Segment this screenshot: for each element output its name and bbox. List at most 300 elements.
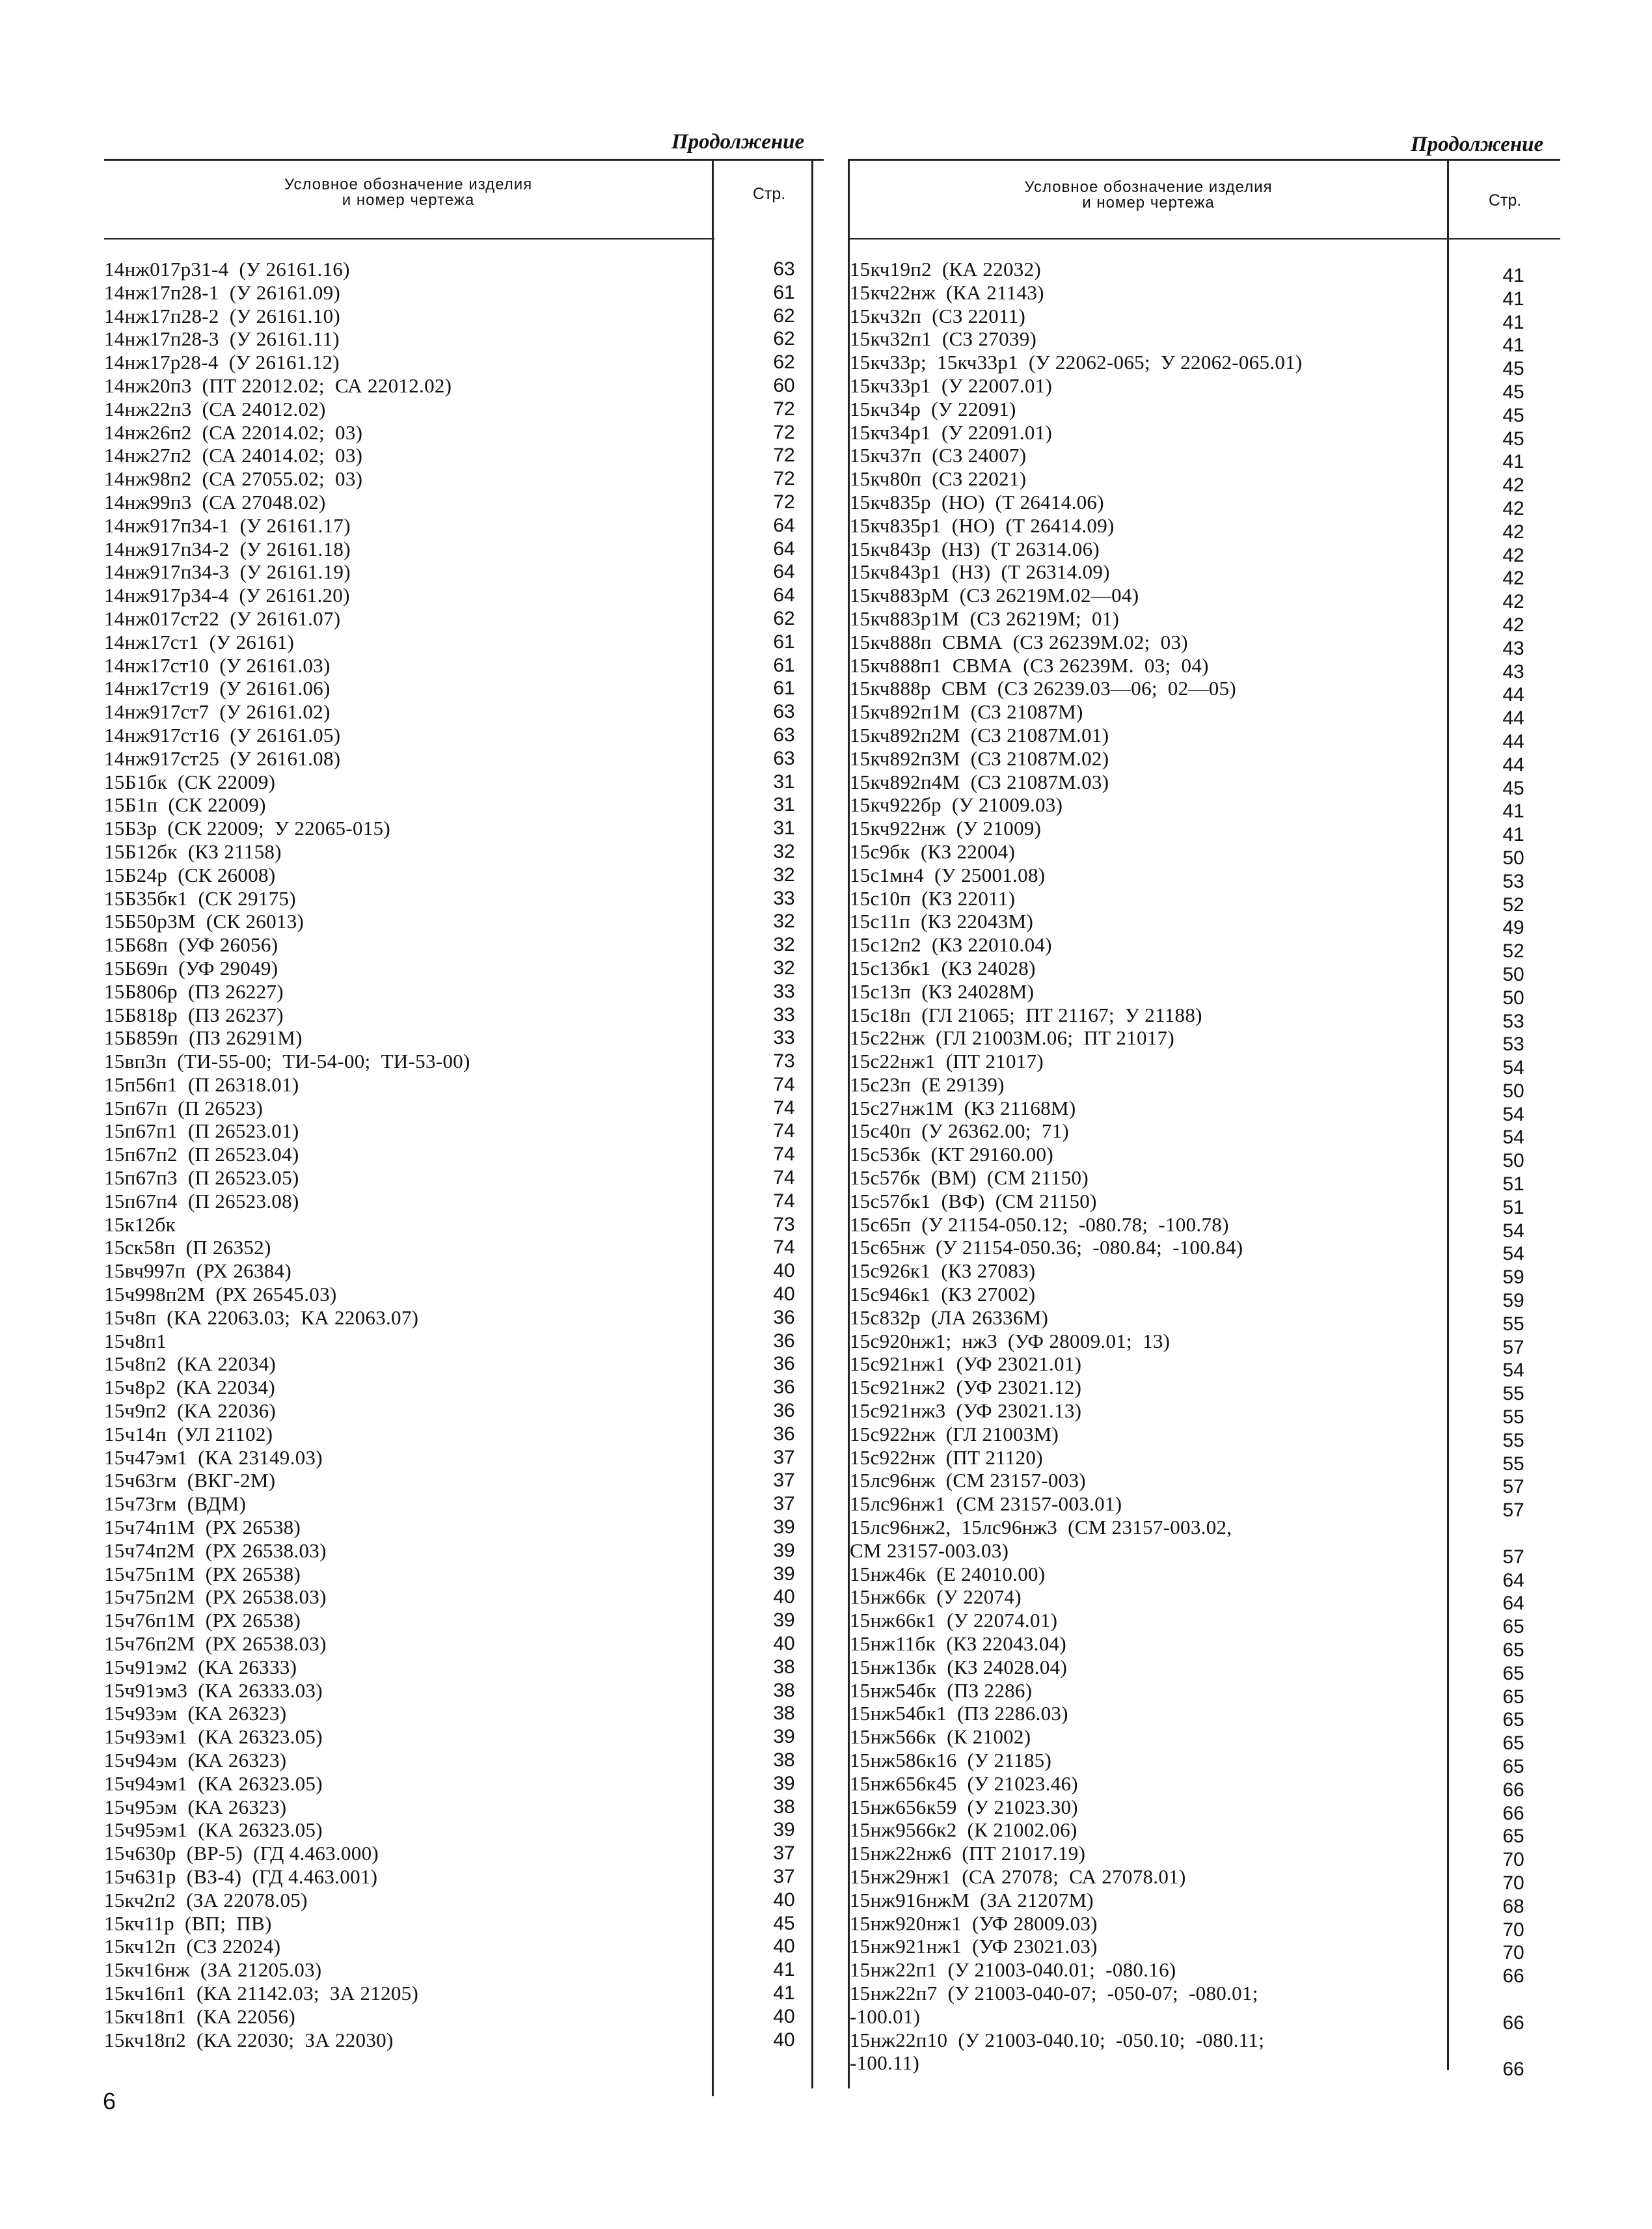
item-designation: 14нж917п34-1 (У 26161.17) (104, 513, 351, 537)
item-page: 61 (773, 631, 795, 653)
table-row (850, 513, 1560, 543)
item-designation: 15нж54бк (ПЗ 2286) (850, 1678, 1033, 1702)
item-page: 55 (1502, 1429, 1524, 1451)
table-row (850, 420, 1560, 450)
item-designation: 15ч8п1 (104, 1329, 167, 1352)
item-designation: 15кч33р; 15кч33р1 (У 22062-065; У 22062-065.01) (850, 351, 1303, 374)
item-designation: 15нж656к45 (У 21023.46) (850, 1771, 1078, 1795)
item-designation: 14нж20п3 (ПТ 22012.02; СА 22012.02) (104, 374, 452, 397)
item-designation: 15с926к1 (КЗ 27083) (850, 1259, 1036, 1283)
item-page: 50 (1502, 1150, 1524, 1172)
item-designation: 14нж917ст25 (У 26161.08) (104, 746, 341, 770)
table-row (850, 1678, 1560, 1708)
table-row (104, 1656, 824, 1679)
item-page: 64 (773, 514, 795, 536)
item-page: 42 (1502, 474, 1524, 497)
item-page: 52 (1502, 894, 1524, 916)
item-page: 41 (1502, 288, 1524, 310)
table-row (850, 1003, 1560, 1032)
item-designation: 15с9бк (КЗ 22004) (850, 840, 1016, 863)
item-designation: 15ч95эм (КА 26323) (104, 1795, 287, 1818)
item-designation: 14нж27п2 (СА 24014.02; 03) (104, 444, 363, 467)
table-row (850, 770, 1560, 799)
table-row (104, 327, 824, 351)
item-designation: 15нж54бк1 (ПЗ 2286.03) (850, 1702, 1068, 1725)
item-designation: 15п67п4 (П 26523.08) (104, 1189, 299, 1212)
item-designation: 15кч33р1 (У 22007.01) (850, 374, 1053, 397)
item-designation: 15ч94эм1 (КА 26323.05) (104, 1771, 323, 1795)
item-designation: 14нж917п34-2 (У 26161.18) (104, 537, 351, 560)
item-designation: 15кч37п (СЗ 24007) (850, 444, 1027, 467)
item-designation: 15ч73гм (ВДМ) (104, 1492, 247, 1516)
table-row (850, 1283, 1560, 1312)
item-designation: 14нж917п34-3 (У 26161.19) (104, 560, 351, 584)
item-designation: 15вп3п (ТИ-55-00; ТИ-54-00; ТИ-53-00) (104, 1050, 470, 1073)
table-row (850, 1492, 1560, 1522)
item-designation: 15кч883р1М (СЗ 26219М; 01) (850, 607, 1120, 630)
item-page: 32 (773, 864, 795, 886)
item-page: 55 (1502, 1383, 1524, 1405)
item-designation: 14нж17п28-1 (У 26161.09) (104, 280, 341, 304)
item-designation: 15нж22нж6 (ПТ 21017.19) (850, 1842, 1086, 1865)
item-designation: 15Б50р3М (СК 26013) (104, 910, 305, 933)
item-page: 73 (773, 1213, 795, 1235)
item-page: 70 (1502, 1919, 1524, 1941)
item-page: 40 (773, 1633, 795, 1655)
table-row (104, 1679, 824, 1703)
item-designation: 14нж17ст1 (У 26161) (104, 630, 295, 653)
table-row (850, 1236, 1560, 1265)
table-row (104, 584, 824, 607)
item-designation: 15ч630р (ВР-5) (ГД 4.463.000) (104, 1842, 379, 1865)
item-designation: 15ч75п1М (РХ 26538) (104, 1562, 301, 1585)
item-page: 54 (1502, 1057, 1524, 1079)
item-page: 39 (773, 1772, 795, 1794)
item-page: 41 (1502, 824, 1524, 846)
table-row (104, 398, 824, 421)
item-page: 31 (773, 771, 795, 793)
table-row (104, 2005, 824, 2029)
item-designation: 15кч892п2М (СЗ 21087М.01) (850, 723, 1109, 746)
item-designation: 14нж917ст16 (У 26161.05) (104, 723, 341, 746)
table-row (104, 1982, 824, 2005)
item-page: 74 (773, 1073, 795, 1095)
item-designation: 15кч12п (СЗ 22024) (104, 1935, 281, 1958)
item-designation: 14нж17ст10 (У 26161.03) (104, 653, 331, 677)
item-designation: 15п67п1 (П 26523.01) (104, 1119, 299, 1143)
item-page: 59 (1502, 1290, 1524, 1312)
item-page: 37 (773, 1446, 795, 1468)
table-row (104, 1283, 824, 1306)
table-row (850, 584, 1560, 613)
item-designation: 15к12бк (104, 1212, 176, 1236)
table-row (850, 1189, 1560, 1218)
table-row (850, 1842, 1560, 1871)
item-designation: 15Б35бк1 (СК 29175) (104, 886, 296, 910)
table-row (850, 1422, 1560, 1451)
table-row (850, 1306, 1560, 1335)
item-page: 43 (1502, 661, 1524, 683)
item-designation: 15нж22п10 (У 21003-040.10; -050.10; -080.11; -100.11) (850, 2028, 1265, 2075)
table-row (104, 724, 824, 747)
table-row (104, 2029, 824, 2052)
item-designation: 15с13п (КЗ 24028М) (850, 979, 1035, 1003)
table-row (104, 1399, 824, 1423)
table-row (104, 1213, 824, 1237)
table-row (104, 1563, 824, 1586)
table-row (104, 1236, 824, 1259)
item-page: 55 (1502, 1406, 1524, 1429)
table-row (104, 864, 824, 887)
table-row (850, 1166, 1560, 1196)
item-page: 65 (1502, 1686, 1524, 1708)
item-designation: 14нж917ст7 (У 26161.02) (104, 700, 331, 724)
item-designation: 15кч922бр (У 21009.03) (850, 793, 1063, 817)
item-designation: 15вч997п (РХ 26384) (104, 1259, 291, 1283)
item-page: 73 (773, 1050, 795, 1073)
item-page: 54 (1502, 1360, 1524, 1382)
item-page: 65 (1502, 1662, 1524, 1684)
item-page: 55 (1502, 1313, 1524, 1335)
table-row (850, 910, 1560, 939)
item-designation: 15ч94эм (КА 26323) (104, 1749, 287, 1771)
item-designation: 15нж13бк (КЗ 24028.04) (850, 1655, 1068, 1678)
item-page: 74 (773, 1120, 795, 1142)
item-page: 51 (1502, 1173, 1524, 1196)
item-page: 66 (1502, 1779, 1524, 1801)
item-page: 68 (1502, 1895, 1524, 1917)
right-table-header-rule (850, 238, 1560, 239)
item-page: 40 (773, 1935, 795, 1958)
table-row (104, 1259, 824, 1283)
item-designation: 15с12п2 (КЗ 22010.04) (850, 933, 1052, 957)
item-designation: 15ск58п (П 26352) (104, 1236, 271, 1259)
table-row (104, 910, 824, 933)
table-row (104, 1004, 824, 1027)
item-page: 61 (773, 281, 795, 303)
item-page: 38 (773, 1703, 795, 1725)
table-row (104, 1609, 824, 1632)
table-row (104, 421, 824, 444)
item-designation: 15с40п (У 26362.00; 71) (850, 1119, 1070, 1143)
item-page: 65 (1502, 1826, 1524, 1848)
table-row (104, 771, 824, 794)
item-designation: 15кч19п2 (КА 22032) (850, 258, 1041, 280)
item-designation: 15ч8р2 (КА 22034) (104, 1376, 275, 1399)
table-row (104, 1143, 824, 1166)
table-row (850, 1096, 1560, 1125)
item-designation: 15лс96нж2, 15лс96нж3 (СМ 23157-003.02, СМ 23157-003.03) (850, 1516, 1232, 1562)
item-page: 42 (1502, 591, 1524, 613)
item-page: 50 (1502, 1080, 1524, 1102)
table-row (850, 1329, 1560, 1358)
item-designation: 15п67п2 (П 26523.04) (104, 1143, 299, 1166)
item-page: 41 (1502, 265, 1524, 286)
item-page: 41 (773, 1959, 795, 1981)
table-row (850, 1073, 1560, 1102)
table-row (104, 491, 824, 514)
item-page: 45 (773, 1912, 795, 1934)
table-row (104, 374, 824, 398)
item-designation: 15с65нж (У 21154-050.36; -080.84; -100.84) (850, 1236, 1243, 1259)
item-page: 63 (773, 258, 795, 280)
table-row (104, 1492, 824, 1516)
item-designation: 15Б68п (УФ 26056) (104, 933, 278, 957)
item-page: 41 (773, 1982, 795, 2004)
item-page: 36 (773, 1353, 795, 1375)
item-page: 70 (1502, 1942, 1524, 1964)
item-page: 43 (1502, 637, 1524, 659)
item-designation: 15нж566к (К 21002) (850, 1725, 1031, 1749)
table-row (850, 700, 1560, 730)
item-designation: 15с922нж (ПТ 21120) (850, 1445, 1043, 1469)
item-designation: 15ч8п (КА 22063.03; КА 22063.07) (104, 1306, 419, 1329)
item-designation: 15кч888р СВМ (СЗ 26239.03—06; 02—05) (850, 677, 1237, 700)
item-page: 49 (1502, 917, 1524, 939)
item-designation: 15ч76п2М (РХ 26538.03) (104, 1632, 327, 1656)
item-page: 51 (1502, 1196, 1524, 1218)
item-page: 40 (773, 1283, 795, 1306)
item-designation: 15нж22п7 (У 21003-040-07; -050-07; -080.01; -100.01) (850, 1981, 1258, 2028)
item-page: 70 (1502, 1849, 1524, 1871)
item-designation: 15нж9566к2 (К 21002.06) (850, 1818, 1077, 1842)
table-row (104, 933, 824, 957)
table-row (850, 1935, 1560, 1964)
table-row (104, 1958, 824, 1982)
table-row (104, 677, 824, 700)
item-page: 38 (773, 1679, 795, 1701)
table-row (104, 887, 824, 910)
item-page: 74 (773, 1097, 795, 1119)
center-divider-a (811, 159, 813, 2088)
table-row (850, 1702, 1560, 1731)
item-page: 37 (773, 1493, 795, 1515)
table-row (104, 1376, 824, 1399)
item-designation: 15кч843р (НЗ) (Т 26314.06) (850, 537, 1100, 560)
item-designation: 15лс96нж (СМ 23157-003) (850, 1469, 1086, 1492)
table-row (104, 1889, 824, 1912)
table-row (104, 281, 824, 305)
table-row (850, 956, 1560, 985)
item-designation: 15ч93эм1 (КА 26323.05) (104, 1725, 323, 1749)
right-table (850, 159, 1560, 2081)
item-designation: 15с22нж (ГЛ 21003М.06; ПТ 21017) (850, 1026, 1174, 1050)
table-row (104, 1539, 824, 1563)
item-designation: 15нж586к16 (У 21185) (850, 1749, 1052, 1771)
item-page: 50 (1502, 847, 1524, 869)
right-header-designation: Условное обозначение изделия и номер чертежа (1024, 178, 1273, 212)
item-designation: 15с832р (ЛА 26336М) (850, 1306, 1049, 1329)
item-page: 63 (773, 747, 795, 769)
item-page: 39 (773, 1819, 795, 1841)
item-designation: 15Б24р (СК 26008) (104, 863, 276, 886)
item-designation: 15ч998п2М (РХ 26545.03) (104, 1283, 337, 1306)
left-table-header-rule (104, 238, 714, 239)
item-page: 52 (1502, 940, 1524, 963)
item-page: 57 (1502, 1499, 1524, 1522)
item-page: 54 (1502, 1220, 1524, 1242)
item-designation: 15кч32п1 (СЗ 27039) (850, 327, 1037, 351)
table-row (850, 1143, 1560, 1172)
item-designation: 15с1мн4 (У 25001.08) (850, 863, 1046, 886)
item-page: 65 (1502, 1639, 1524, 1661)
item-designation: 15нж920нж1 (УФ 28009.03) (850, 1911, 1098, 1935)
item-page: 65 (1502, 1732, 1524, 1755)
item-page: 32 (773, 910, 795, 933)
item-designation: 15кч11р (ВП; ПВ) (104, 1911, 272, 1935)
item-page: 53 (1502, 1010, 1524, 1032)
table-row (104, 1119, 824, 1143)
item-designation: 15с53бк (КТ 29160.00) (850, 1143, 1053, 1166)
table-row (850, 327, 1560, 357)
right-rows (850, 258, 1560, 2081)
item-page: 59 (1502, 1266, 1524, 1289)
item-page: 37 (773, 1842, 795, 1865)
table-row (850, 444, 1560, 473)
table-row (850, 1818, 1560, 1848)
item-designation: 15кч835р (НО) (Т 26414.06) (850, 490, 1104, 513)
item-page: 31 (773, 794, 795, 816)
table-row (104, 1585, 824, 1609)
table-row (850, 1212, 1560, 1242)
item-designation: 15с11п (КЗ 22043М) (850, 910, 1034, 933)
item-designation: 15ч14п (УЛ 21102) (104, 1422, 273, 1445)
item-designation: 14нж17п28-3 (У 26161.11) (104, 327, 340, 351)
table-row (850, 886, 1560, 916)
item-page: 38 (773, 1749, 795, 1771)
item-designation: 15с921нж1 (УФ 23021.01) (850, 1352, 1082, 1376)
item-page: 39 (773, 1726, 795, 1748)
item-page: 66 (1502, 1802, 1524, 1824)
item-page: 74 (773, 1143, 795, 1166)
item-designation: 14нж99п3 (СА 27048.02) (104, 490, 326, 513)
item-designation: 15ч74п2М (РХ 26538.03) (104, 1538, 327, 1562)
table-row (850, 1888, 1560, 1917)
item-page: 62 (773, 305, 795, 327)
item-designation: 15с946к1 (КЗ 27002) (850, 1283, 1036, 1306)
item-designation: 14нж17р28-4 (У 26161.12) (104, 351, 340, 374)
item-designation: 15кч2п2 (ЗА 22078.05) (104, 1888, 308, 1911)
table-row (850, 793, 1560, 823)
item-designation: 15кч892п1М (СЗ 21087М) (850, 700, 1083, 724)
table-row (104, 1026, 824, 1050)
item-designation: 15ч74п1М (РХ 26538) (104, 1516, 301, 1539)
item-designation: 15кч16п1 (КА 21142.03; ЗА 21205) (104, 1981, 419, 2004)
left-table (104, 159, 824, 2070)
item-page: 37 (773, 1470, 795, 1492)
table-row (104, 1632, 824, 1656)
table-row (104, 980, 824, 1004)
item-page: 39 (773, 1563, 795, 1585)
item-designation: 15с22нж1 (ПТ 21017) (850, 1050, 1044, 1073)
item-designation: 15нж22п1 (У 21003-040.01; -080.16) (850, 1958, 1176, 1982)
item-designation: 15Б1бк (СК 22009) (104, 770, 276, 793)
table-row (104, 654, 824, 677)
item-page: 53 (1502, 870, 1524, 892)
item-designation: 15кч80п (СЗ 22021) (850, 467, 1027, 491)
item-designation: 15п56п1 (П 26318.01) (104, 1073, 299, 1096)
item-designation: 15ч76п1М (РХ 26538) (104, 1609, 301, 1632)
item-page: 36 (773, 1376, 795, 1399)
item-designation: 15ч91эм3 (КА 26333.03) (104, 1678, 323, 1702)
table-row (850, 1259, 1560, 1289)
item-page: 45 (1502, 404, 1524, 426)
item-page: 41 (1502, 800, 1524, 823)
item-designation: 15с920нж1; нж3 (УФ 28009.01; 13) (850, 1329, 1171, 1352)
continuation-label-right: Продолжение (1411, 133, 1544, 156)
table-row (104, 1772, 824, 1796)
table-row (104, 1818, 824, 1842)
table-row (850, 1352, 1560, 1382)
item-page: 64 (1502, 1593, 1524, 1615)
item-designation: 15нж921нж1 (УФ 23021.03) (850, 1935, 1098, 1958)
item-page: 42 (1502, 497, 1524, 519)
item-page: 44 (1502, 707, 1524, 730)
item-page: 45 (1502, 381, 1524, 403)
item-page: 72 (773, 398, 795, 420)
item-page: 36 (773, 1306, 795, 1328)
item-designation: 15кч888п1 СВМА (СЗ 26239М. 03; 04) (850, 653, 1209, 677)
item-designation: 15с922нж (ГЛ 21003М) (850, 1422, 1059, 1445)
right-header-page: Стр. (1488, 191, 1522, 210)
item-page: 72 (773, 491, 795, 513)
table-row (850, 630, 1560, 659)
table-row (850, 1445, 1560, 1475)
item-designation: 15Б12бк (КЗ 21158) (104, 840, 282, 863)
item-page: 41 (1502, 335, 1524, 357)
item-designation: 15с27нж1М (КЗ 21168М) (850, 1096, 1076, 1119)
item-designation: 15кч16нж (ЗА 21205.03) (104, 1958, 322, 1982)
item-designation: 15ч47эм1 (КА 23149.03) (104, 1445, 323, 1469)
item-designation: 15нж29нж1 (СА 27078; СА 27078.01) (850, 1865, 1186, 1888)
item-designation: 15кч34р1 (У 22091.01) (850, 420, 1053, 444)
table-row (850, 280, 1560, 310)
left-rows (104, 258, 824, 2051)
table-row (104, 1446, 824, 1470)
item-designation: 15с23п (Е 29139) (850, 1073, 1005, 1096)
table-row (104, 1912, 824, 1935)
item-designation: 14нж26п2 (СА 22014.02; 03) (104, 420, 363, 444)
item-designation: 15кч892п3М (СЗ 21087М.02) (850, 746, 1109, 770)
table-row (104, 631, 824, 654)
item-designation: 15кч835р1 (НО) (Т 26414.09) (850, 513, 1115, 537)
item-designation: 14нж017ст22 (У 26161.07) (104, 607, 341, 630)
item-designation: 15кч883рМ (СЗ 26219М.02—04) (850, 584, 1139, 607)
table-row (850, 374, 1560, 403)
table-row (850, 1865, 1560, 1894)
item-page: 63 (773, 724, 795, 746)
table-row (104, 1469, 824, 1492)
left-header-designation: Условное обозначение изделия и номер чертежа (284, 176, 533, 209)
table-row (104, 1423, 824, 1446)
table-row (850, 1725, 1560, 1755)
item-designation: 15нж656к59 (У 21023.30) (850, 1795, 1078, 1818)
item-page: 45 (1502, 428, 1524, 450)
item-designation: 14нж917р34-4 (У 26161.20) (104, 584, 350, 607)
table-row (104, 1865, 824, 1889)
item-page: 65 (1502, 1756, 1524, 1777)
item-page: 42 (1502, 521, 1524, 543)
item-page: 42 (1502, 568, 1524, 590)
item-designation: 15кч34р (У 22091) (850, 397, 1016, 420)
item-designation: 15с57бк1 (ВФ) (СМ 21150) (850, 1189, 1097, 1212)
table-row (104, 957, 824, 980)
item-page: 57 (1502, 1336, 1524, 1358)
table-row (850, 351, 1560, 380)
table-row (104, 747, 824, 771)
item-page: 44 (1502, 730, 1524, 752)
table-row (850, 1981, 1560, 2034)
